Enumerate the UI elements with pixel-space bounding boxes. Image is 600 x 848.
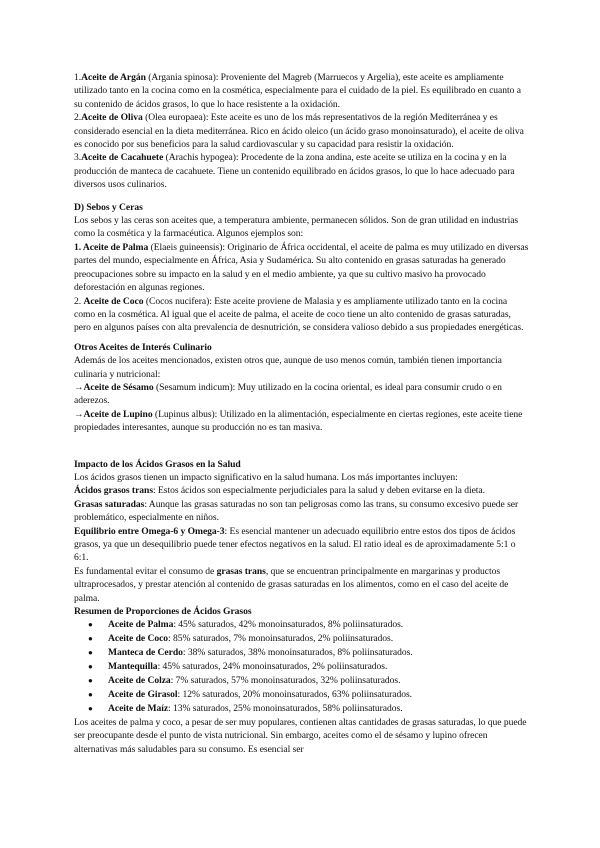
document-body	[74, 71, 530, 756]
sebos-item-coco: 2. Aceite de Coco (Cocos nucifera): Este aceite proviene de Malasia y es ampliamente utilizado tanto en la cocina como en la cosmética. Al igual que el aceite de palma, el aceite de coco tiene un alto contenido de grasas saturadas, pero en algunos países con alta prevalencia de desnutrición, se considera valioso debido a sus propiedades energéticas.	[74, 295, 524, 334]
section-heading-impacto: Impacto de los Ácidos Grasos en la Salud	[74, 458, 241, 470]
oil-item-argan: 1.Aceite de Argán (Argania spinosa): Proveniente del Magreb (Marruecos y Argelia), este aceite es ampliamente utilizado tanto en la cocina como en la cosmética, especialmente para el cuidado de la piel. Es equilibrado en cuanto a su contenido de ácidos grasos, lo que lo hace resistente a la oxidación.	[74, 72, 521, 110]
otros-item-lupino: →Aceite de Lupino (Lupinus albus): Utilizado en la alimentación, especialmente en ciertas regiones, este aceite tiene propiedades interesantes, aunque su producción no es tan masiva.	[74, 408, 523, 434]
bullet-icon: ●	[88, 634, 93, 644]
list-item: ● Aceite de Girasol: 12% saturados, 20% monoinsaturados, 63% poliinsaturados.	[88, 688, 412, 700]
oil-name: Aceite de Coco	[83, 295, 144, 307]
oil-name: Aceite de Sésamo	[83, 381, 154, 393]
bullet-icon: ●	[88, 648, 93, 658]
impacto-intro: Los ácidos grasos tienen un impacto significativo en la salud humana. Los más importantes incluyen:	[74, 471, 458, 483]
oil-name: Aceite de Palma	[82, 241, 149, 253]
resumen-list	[74, 618, 530, 715]
bullet-icon: ●	[88, 703, 93, 713]
oil-name: Aceite de Cacahuete	[81, 152, 164, 164]
impacto-saturadas: Grasas saturadas: Aunque las grasas saturadas no son tan peligrosas como las trans, su consumo excesivo puede ser problemático, especialmente en niños.	[74, 498, 519, 524]
otros-intro: Además de los aceites mencionados, existen otros que, aunque de uso menos común, también tienen importancia culinaria y nutricional:	[74, 355, 502, 380]
list-item: ● Aceite de Coco: 85% saturados, 7% monoinsaturados, 2% poliinsaturados.	[88, 633, 394, 645]
conclusion-paragraph: Los aceites de palma y coco, a pesar de ser muy populares, contienen altas cantidades de grasas saturadas, lo que puede ser preocupante desde el punto de vista nutricional. Sin embargo, aceites como el de sésamo y lupino ofrecen alternativas más saludables para su consumo. Es esencial ser	[74, 716, 527, 755]
list-item: ● Aceite de Palma: 45% saturados, 42% monoinsaturados, 8% poliinsaturados.	[88, 619, 404, 631]
arrow-icon: →	[74, 408, 84, 420]
arrow-icon: →	[74, 381, 84, 393]
list-item: ● Aceite de Maíz: 13% saturados, 25% monoinsaturados, 58% poliinsaturados.	[88, 702, 403, 714]
sebos-item-palma: 1. Aceite de Palma (Elaeis guineensis): Originario de África occidental, el aceite de palma es muy utilizado en diversas partes del mundo, especialmente en África, Asia y Sudamérica. Su alto contenido en grasas saturadas ha generado preocupaciones sobre su impacto en la salud y en el medio ambiente, ya que su cultivo masivo ha provocado deforestación en algunas regiones.	[74, 241, 529, 294]
oil-item-cacahuete: 3.Aceite de Cacahuete (Arachis hypogea): Procedente de la zona andina, este aceite se utiliza en la cocina y en la producción de manteca de cacahuete. Tiene un contenido equilibrado en ácidos grasos, lo que lo hace adecuado para diversos usos culinarios.	[74, 152, 515, 191]
oil-name: Aceite de Lupino	[83, 408, 153, 420]
section-heading-otros: Otros Aceites de Interés Culinario	[74, 341, 212, 353]
section-heading-sebos: D) Sebos y Ceras	[74, 201, 143, 213]
bullet-icon: ●	[88, 676, 93, 686]
oil-name: Aceite de Argán	[81, 72, 146, 83]
bullet-icon: ●	[88, 620, 93, 630]
otros-item-sesamo: →Aceite de Sésamo (Sesamum indicum): Muy utilizado en la cocina oriental, es ideal para consumir crudo o en aderezos.	[74, 381, 502, 407]
sebos-intro: Los sebos y las ceras son aceites que, a temperatura ambiente, permanecen sólidos. Son de gran utilidad en industrias como la cosmética y la farmacéutica. Algunos ejemplos son:	[74, 215, 519, 240]
impacto-trans: Ácidos grasos trans: Estos ácidos son especialmente perjudiciales para la salud y deben evitarse en la dieta.	[74, 485, 485, 497]
bullet-icon: ●	[88, 689, 93, 699]
list-item: ● Manteca de Cerdo: 38% saturados, 38% monoinsaturados, 8% poliinsaturados.	[88, 647, 413, 659]
oil-name: Aceite de Oliva	[81, 112, 143, 124]
oil-item-oliva: 2.Aceite de Oliva (Olea europaea): Este aceite es uno de los más representativos de la región Mediterránea y es considerado esencial en la dieta mediterránea. Rico en ácido oleico (un ácido graso monoinsaturado), el aceite de oliva es conocido por sus beneficios para la salud cardiovascular y su capacidad para resistir la oxidación.	[74, 112, 524, 151]
list-item: ● Aceite de Colza: 7% saturados, 57% monoinsaturados, 32% poliinsaturados.	[88, 675, 401, 687]
bullet-icon: ●	[88, 662, 93, 672]
impacto-equilibrio: Equilibrio entre Omega-6 y Omega-3: Es esencial mantener un adecuado equilibrio entre estos dos tipos de ácidos grasos, ya que un desequilibrio puede tener efectos negativos en la salud. El ratio ideal es de aproximadamente 5:1 o 6:1.	[74, 525, 516, 564]
section-heading-resumen: Resumen de Proporciones de Ácidos Grasos	[74, 606, 252, 618]
impacto-fundamental: Es fundamental evitar el consumo de grasas trans, que se encuentran principalmente en margarinas y productos ultraprocesados, y prestar atención al contenido de grasas saturadas en los alimentos, como en el caso del aceite de palma.	[74, 565, 509, 604]
list-item: ● Mantequilla: 45% saturados, 24% monoinsaturados, 2% poliinsaturados.	[88, 661, 388, 673]
